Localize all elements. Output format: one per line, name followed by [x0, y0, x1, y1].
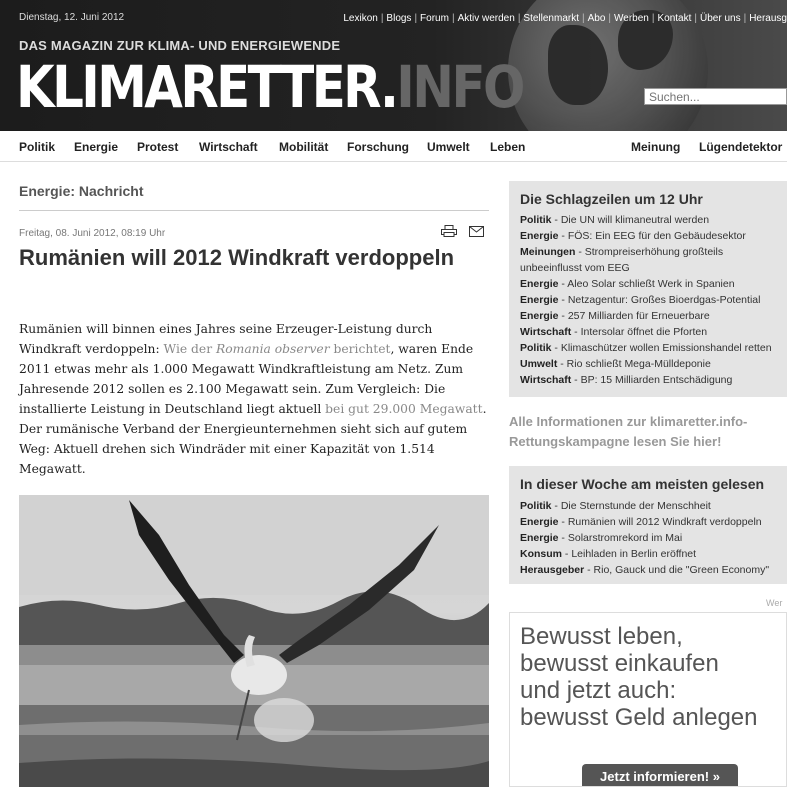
headline-text: - Aleo Solar schließt Werk in Spanien: [558, 278, 735, 290]
top-link[interactable]: Lexikon: [343, 13, 378, 24]
headline-category: Wirtschaft: [520, 374, 572, 386]
capacity-link[interactable]: bei gut 29.000 Megawatt: [325, 402, 483, 416]
most-read-category: Politik: [520, 500, 552, 512]
top-link[interactable]: Kontakt: [657, 13, 692, 24]
link-separator: |: [651, 13, 655, 24]
ad-cta-button[interactable]: Jetzt informieren! »: [582, 764, 738, 787]
nav-item-protest[interactable]: Protest: [137, 140, 179, 154]
most-read-item[interactable]: [520, 532, 682, 544]
headline-item[interactable]: [520, 294, 760, 306]
most-read-item[interactable]: [520, 564, 769, 576]
header-date: Dienstag, 12. Juni 2012: [19, 12, 125, 23]
headline-category: Wirtschaft: [520, 326, 572, 338]
article-category[interactable]: Energie: Nachricht: [19, 183, 144, 199]
top-links: [343, 13, 787, 24]
nav-item-luegendetektor[interactable]: Lügendetektor: [699, 140, 783, 154]
link-separator: |: [380, 13, 384, 24]
source-link-name: Romania observer: [216, 342, 330, 356]
headline-category: Politik: [520, 214, 552, 226]
main-nav: [0, 131, 787, 162]
most-read-category: Herausgeber: [520, 564, 585, 576]
headline-category: Umwelt: [520, 358, 558, 370]
top-link[interactable]: Abo: [587, 13, 606, 24]
headline-item-continued[interactable]: [520, 262, 630, 274]
search-input[interactable]: [644, 88, 787, 105]
headline-text: - Klimaschützer wollen Emissionshandel retten: [551, 342, 772, 354]
body-text: , waren Ende 2011 etwas mehr als 1.000 Megawatt Windkraftleistung am Netz. Zum Jahresende 2012 sollen es 2.100 Megawatt sein. Zum Vergleich: Die installierte Leistung in Deutschland liegt aktuell: [19, 342, 474, 416]
most-read-box: [509, 466, 787, 584]
link-separator: |: [414, 13, 418, 24]
headline-item[interactable]: [520, 342, 772, 354]
top-link[interactable]: Werben: [614, 13, 649, 24]
headline-category: Energie: [520, 278, 559, 290]
headline-text: - Netzagentur: Großes Bioerdgas-Potential: [558, 294, 761, 306]
ad-line: und jetzt auch:: [520, 677, 677, 704]
headline-text: - BP: 15 Milliarden Entschädigung: [571, 374, 733, 386]
article-title: Rumänien will 2012 Windkraft verdoppeln: [19, 245, 455, 270]
top-link[interactable]: Blogs: [386, 13, 412, 24]
headline-item[interactable]: [520, 358, 711, 370]
headline-category: Energie: [520, 230, 559, 242]
headline-text: - Die UN will klimaneutral werden: [551, 214, 710, 226]
headline-category: Energie: [520, 310, 559, 322]
ad-line: bewusst Geld anlegen: [520, 704, 758, 731]
most-read-item[interactable]: [520, 500, 711, 512]
headline-item[interactable]: [520, 230, 746, 242]
top-link[interactable]: Forum: [420, 13, 449, 24]
headline-text: - Intersolar öffnet die Pforten: [571, 326, 708, 338]
link-separator: |: [743, 13, 747, 24]
most-read-text: - Rumänien will 2012 Windkraft verdoppeln: [558, 516, 762, 528]
headline-text: - 257 Milliarden für Erneuerbare: [558, 310, 710, 322]
most-read-item[interactable]: [520, 548, 696, 560]
print-icon[interactable]: [441, 225, 457, 237]
article-body: [19, 319, 494, 479]
article-photo: [19, 495, 489, 787]
most-read-category: Konsum: [520, 548, 562, 560]
most-read-text: - Solarstromrekord im Mai: [558, 532, 683, 544]
headlines-box: [509, 181, 787, 397]
headline-item[interactable]: [520, 246, 723, 258]
divider: [19, 210, 489, 211]
top-link[interactable]: Aktiv werden: [457, 13, 515, 24]
most-read-item[interactable]: [520, 516, 762, 528]
top-link[interactable]: Herausg: [749, 13, 787, 24]
headline-category: Meinungen: [520, 246, 576, 258]
headline-item[interactable]: [520, 278, 735, 290]
headline-item[interactable]: [520, 326, 707, 338]
headline-text: unbeeinflusst vom EEG: [520, 262, 630, 274]
site-logo[interactable]: [16, 52, 523, 122]
top-link[interactable]: Über uns: [700, 13, 741, 24]
top-link[interactable]: Stellenmarkt: [523, 13, 579, 24]
link-separator: |: [582, 13, 585, 24]
body-text: . Der rumänische Verband der Energieunternehmen sieht sich auf gutem Weg: Aktuell drehen sich Windräder mit einer Kapazität von 1.514 Megawatt.: [19, 402, 487, 476]
nav-item-wirtschaft[interactable]: Wirtschaft: [199, 140, 258, 154]
most-read-text: - Rio, Gauck und die "Green Economy": [584, 564, 770, 576]
most-read-category: Energie: [520, 532, 559, 544]
campaign-link-line1: Alle Informationen zur klimaretter.info-: [509, 414, 748, 429]
campaign-link[interactable]: [509, 412, 787, 452]
most-read-title: In dieser Woche am meisten gelesen: [520, 476, 765, 492]
link-separator: |: [451, 13, 455, 24]
nav-item-meinung[interactable]: Meinung: [631, 140, 681, 154]
logo-main: KLIMARETTER.: [16, 53, 397, 121]
advertisement[interactable]: [509, 612, 787, 787]
headline-category: Politik: [520, 342, 552, 354]
headline-text: - Rio schließt Mega-Mülldeponie: [557, 358, 711, 370]
link-separator: |: [694, 13, 697, 24]
link-separator: |: [608, 13, 612, 24]
stork-photo-graphic: [19, 495, 489, 787]
headline-item[interactable]: [520, 310, 710, 322]
nav-item-forschung[interactable]: Forschung: [347, 140, 409, 154]
headline-text: - Strompreiserhöhung großteils: [575, 246, 724, 258]
source-link-text: Wie der: [163, 342, 216, 356]
most-read-text: - Die Sternstunde der Menschheit: [551, 500, 711, 512]
logo-suffix: INFO: [396, 53, 523, 121]
nav-item-umwelt[interactable]: Umwelt: [427, 140, 470, 154]
article-date: Freitag, 08. Juni 2012, 08:19 Uhr: [19, 228, 166, 239]
site-header: [0, 0, 787, 131]
campaign-link-line2: Rettungskampagne lesen Sie hier!: [509, 434, 722, 449]
link-separator: |: [517, 13, 521, 24]
nav-item-leben[interactable]: Leben: [490, 140, 526, 154]
headline-item[interactable]: [520, 214, 709, 226]
nav-item-mobilitaet[interactable]: Mobilität: [279, 140, 329, 154]
ad-line: bewusst einkaufen: [520, 650, 719, 677]
ad-label: Wer: [766, 598, 783, 608]
body-text: Rumänien will binnen eines Jahres seine Erzeuger-Leistung durch Windkraft verdoppeln:: [19, 322, 433, 356]
nav-item-politik[interactable]: Politik: [19, 140, 56, 154]
source-link-text-end: berichtet: [329, 342, 391, 356]
nav-item-energie[interactable]: Energie: [74, 140, 119, 154]
most-read-text: - Leihladen in Berlin eröffnet: [562, 548, 697, 560]
headline-category: Energie: [520, 294, 559, 306]
mail-icon[interactable]: [469, 226, 484, 237]
ad-line: Bewusst leben,: [520, 623, 683, 650]
source-link[interactable]: [164, 342, 391, 356]
most-read-category: Energie: [520, 516, 559, 528]
headlines-title: Die Schlagzeilen um 12 Uhr: [520, 191, 703, 207]
headline-text: - FÖS: Ein EEG für den Gebäudesektor: [558, 230, 746, 242]
headline-item[interactable]: [520, 374, 732, 386]
tagline: DAS MAGAZIN ZUR KLIMA- UND ENERGIEWENDE: [19, 38, 341, 53]
